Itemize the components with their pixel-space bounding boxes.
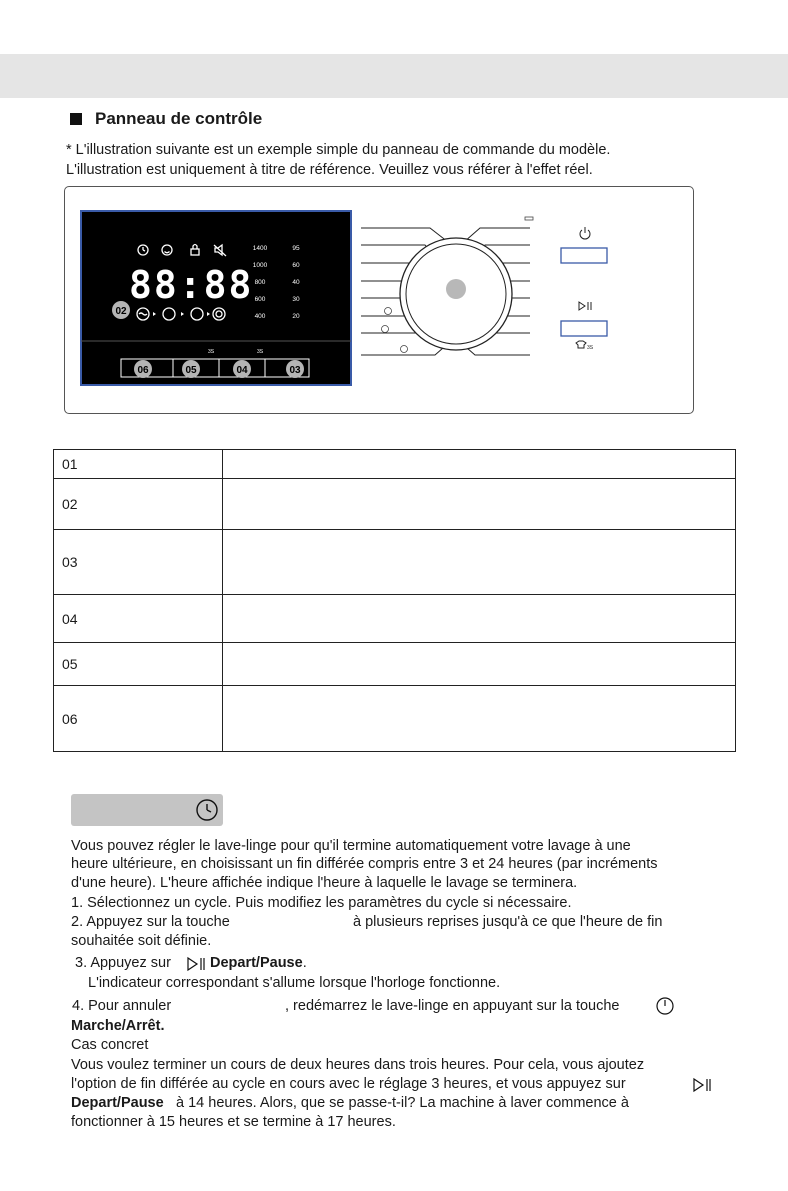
program-icon	[401, 346, 408, 353]
example-line: l'option de fin différée au cycle en cours avec le réglage 3 heures, et vous appuyez sur	[71, 1076, 626, 1092]
control-panel-drawing	[65, 187, 693, 413]
table-cell-description	[223, 595, 736, 643]
temperature-value: 60	[292, 262, 300, 269]
bullet-square-icon	[70, 113, 82, 125]
example-line: à 14 heures. Alors, que se passe-t-il? La machine à laver commence à	[176, 1095, 629, 1111]
step-2-start: 2. Appuyez sur la touche	[71, 914, 230, 930]
step-3-note: L'indicateur correspondant s'allume lorsque l'horloge fonctionne.	[88, 975, 501, 991]
step-4-bold: Marche/Arrêt.	[71, 1018, 165, 1034]
callout-label: 04	[236, 365, 248, 376]
paragraph-line: Vous pouvez régler le lave-linge pour qu'il termine automatiquement votre lavage à une	[71, 838, 631, 854]
step-3-bold	[210, 955, 307, 971]
speed-value: 400	[254, 313, 266, 320]
table-cell-number: 03	[54, 530, 223, 595]
paragraph-line: heure ultérieure, en choisissant un fin différée compris entre 3 et 24 heures (par incréments	[71, 856, 658, 872]
temperature-value: 40	[292, 279, 300, 286]
step-1: 1. Sélectionnez un cycle. Puis modifiez les paramètres du cycle si nécessaire.	[71, 895, 572, 911]
step-3-period: .	[302, 955, 307, 971]
hold-hint: 3S	[257, 349, 264, 355]
step-3-bold-text: Depart/Pause	[210, 955, 303, 971]
table-cell-description	[223, 479, 736, 530]
table-row	[54, 595, 736, 643]
clock-icon	[195, 798, 219, 822]
start-pause-icon	[579, 302, 585, 310]
program-icon	[382, 326, 389, 333]
step-4-start: 4. Pour annuler	[72, 998, 172, 1014]
control-panel-illustration	[64, 186, 694, 414]
program-icon	[525, 217, 533, 220]
intro-line: L'illustration est uniquement à titre de référence. Veuillez vous référer à l'effet réel.	[66, 162, 593, 178]
delay-end-header	[71, 794, 223, 826]
start-pause-icon	[692, 1077, 714, 1093]
speed-value: 1400	[252, 245, 268, 252]
temperature-value: 95	[292, 245, 300, 252]
table-row	[54, 450, 736, 479]
intro-line: * L'illustration suivante est un exemple simple du panneau de commande du modèle.	[66, 142, 611, 158]
knob-indicator	[446, 279, 466, 299]
step-3-start: 3. Appuyez sur	[75, 955, 171, 971]
section-title	[70, 109, 262, 129]
callout-label: 02	[115, 306, 127, 317]
hold-hint: 3S	[208, 349, 215, 355]
table-cell-number: 06	[54, 686, 223, 752]
example-line: Vous voulez terminer un cours de deux heures dans trois heures. Pour cela, vous ajoutez	[71, 1057, 645, 1073]
program-icon	[385, 308, 392, 315]
speed-value: 600	[254, 296, 266, 303]
table-cell-number: 01	[54, 450, 223, 479]
table-cell-number: 04	[54, 595, 223, 643]
power-icon	[655, 996, 675, 1016]
callout-label: 06	[137, 365, 149, 376]
table-cell-description	[223, 643, 736, 686]
example-line: fonctionner à 15 heures et se termine à 17 heures.	[71, 1114, 396, 1130]
callout-label: 05	[185, 365, 197, 376]
child-lock-icon	[576, 341, 586, 348]
step-2-end: à plusieurs reprises jusqu'à ce que l'heure de fin	[353, 914, 663, 930]
speed-value: 800	[254, 279, 266, 286]
paragraph-line: d'une heure). L'heure affichée indique l'heure à laquelle le lavage se terminera.	[71, 875, 578, 891]
table-row	[54, 530, 736, 595]
speed-value: 1000	[252, 262, 268, 269]
intro-text	[66, 140, 610, 180]
table-cell-number: 05	[54, 643, 223, 686]
start-pause-icon	[186, 956, 208, 972]
table-row	[54, 686, 736, 752]
table-cell-description	[223, 450, 736, 479]
clock-display: 88:88	[129, 263, 254, 307]
table-row	[54, 643, 736, 686]
start-pause-button	[561, 321, 607, 336]
hold-hint: 3S	[587, 345, 594, 351]
step-2-cont: souhaitée soit définie.	[71, 933, 212, 949]
section-title-text: Panneau de contrôle	[95, 109, 263, 128]
table-row	[54, 479, 736, 530]
table-cell-description	[223, 530, 736, 595]
power-button	[561, 248, 607, 263]
example-bold: Depart/Pause	[71, 1095, 164, 1111]
callout-label: 03	[289, 365, 301, 376]
temperature-value: 20	[292, 313, 300, 320]
temperature-value: 30	[292, 296, 300, 303]
table-cell-number: 02	[54, 479, 223, 530]
step-4-mid: , redémarrez le lave-linge en appuyant sur la touche	[285, 998, 620, 1014]
table-cell-description	[223, 686, 736, 752]
legend-table	[53, 449, 736, 752]
header-bar	[0, 54, 788, 98]
example-title: Cas concret	[71, 1037, 149, 1053]
